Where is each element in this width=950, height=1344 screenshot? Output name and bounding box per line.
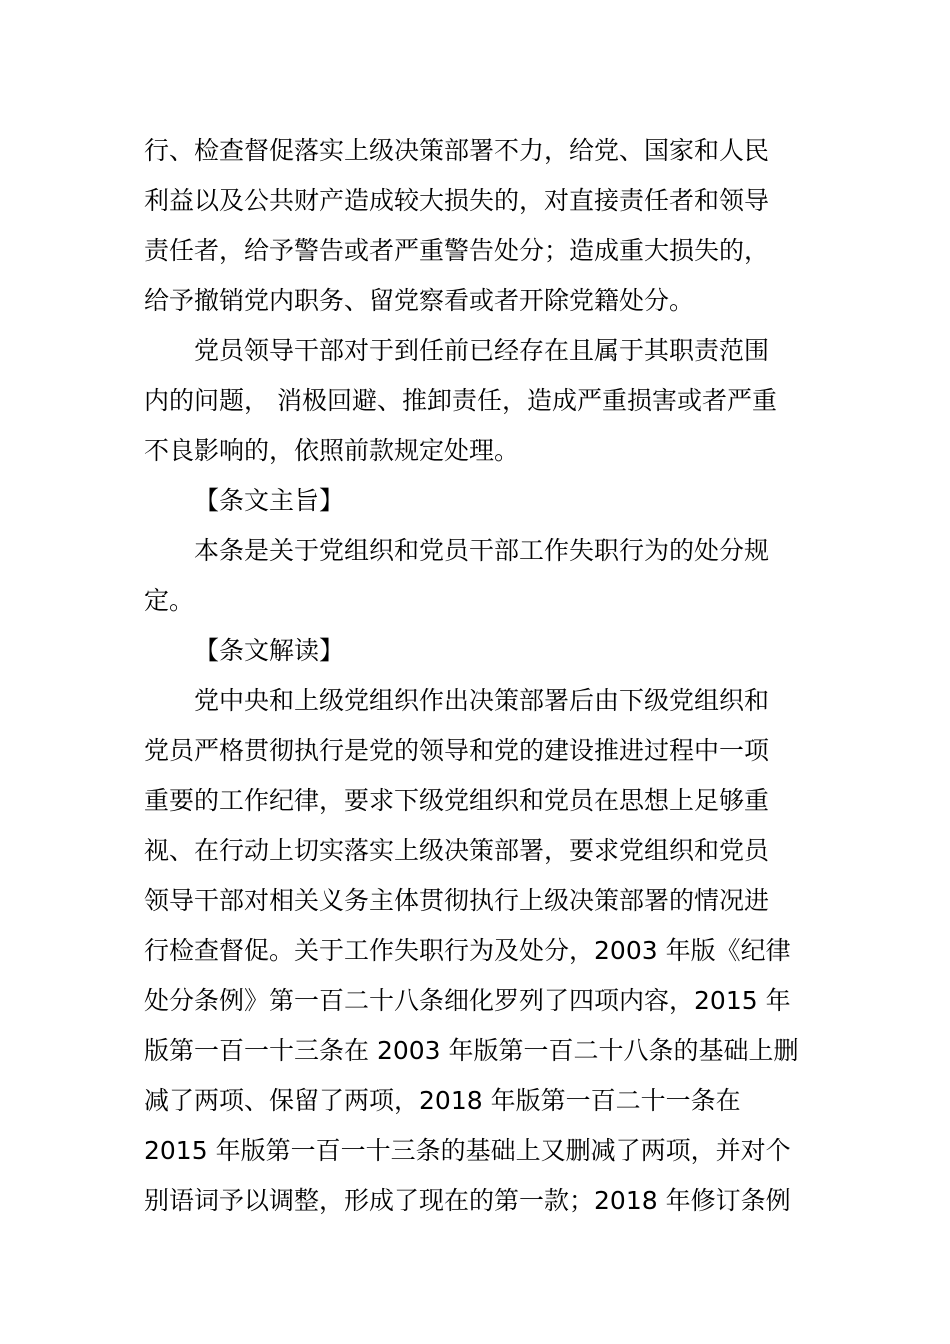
- text-line: 内的问题， 消极回避、推卸责任，造成严重损害或者严重: [144, 386, 777, 415]
- text-line: 责任者，给予警告或者严重警告处分；造成重大损失的，: [144, 236, 770, 265]
- text-line: 别语词予以调整，形成了现在的第一款；2018 年修订条例: [144, 1186, 791, 1215]
- text-line: 视、在行动上切实落实上级决策部署，要求党组织和党员: [144, 836, 770, 865]
- text-line: 行、检查督促落实上级决策部署不力，给党、国家和人民: [144, 136, 770, 165]
- text-line: 不良影响的，依照前款规定处理。: [144, 436, 520, 465]
- text-line: 行检查督促。关于工作失职行为及处分，2003 年版《纪律: [144, 936, 791, 965]
- text-line: 利益以及公共财产造成较大损失的，对直接责任者和领导: [144, 186, 770, 215]
- text-line: 处分条例》第一百二十八条细化罗列了四项内容，2015 年: [144, 986, 791, 1015]
- text-line: 重要的工作纪律，要求下级党组织和党员在思想上足够重: [144, 786, 770, 815]
- text-line: 定。: [144, 586, 195, 615]
- paragraph-start: 党员领导干部对于到任前已经存在且属于其职责范围: [194, 336, 770, 365]
- text-line: 版第一百一十三条在 2003 年版第一百二十八条的基础上删: [144, 1036, 799, 1065]
- section-heading-purpose: 【条文主旨】: [194, 486, 345, 515]
- text-line: 2015 年版第一百一十三条的基础上又删减了两项，并对个: [144, 1136, 791, 1165]
- text-line: 给予撤销党内职务、留党察看或者开除党籍处分。: [144, 286, 695, 315]
- paragraph-start: 本条是关于党组织和党员干部工作失职行为的处分规: [194, 536, 770, 565]
- paragraph-start: 党中央和上级党组织作出决策部署后由下级党组织和: [194, 686, 770, 715]
- text-line: 党员严格贯彻执行是党的领导和党的建设推进过程中一项: [144, 736, 770, 765]
- section-heading-interpretation: 【条文解读】: [194, 636, 345, 665]
- text-line: 领导干部对相关义务主体贯彻执行上级决策部署的情况进: [144, 886, 770, 915]
- text-line: 减了两项、保留了两项，2018 年版第一百二十一条在: [144, 1086, 741, 1115]
